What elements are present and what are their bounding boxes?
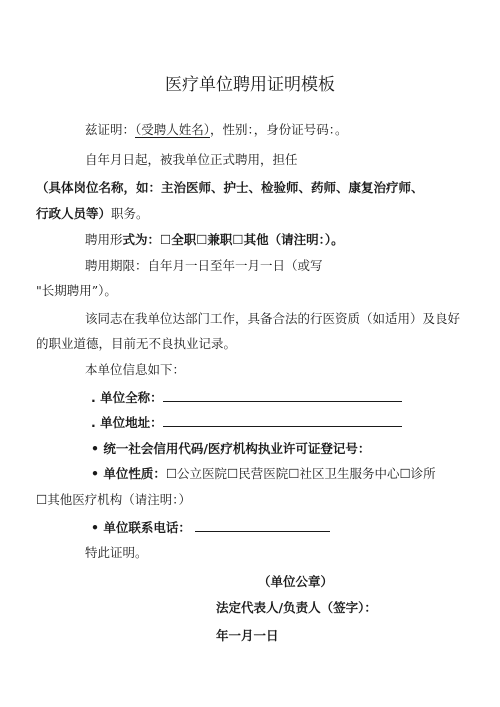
conduct-line: 的职业道德，目前无不良执业记录。 — [36, 336, 237, 351]
certify-prefix: 兹证明： — [85, 122, 136, 137]
position-examples-end: 行政人员等） — [36, 206, 112, 221]
unit-phone-blank[interactable] — [195, 519, 330, 532]
position-duty-line — [36, 206, 149, 222]
unit-address-label: . 单位地址： — [91, 415, 163, 430]
unit-nature-line — [91, 466, 436, 482]
gender-id-text: ，性别：，身份证号码：。 — [210, 122, 348, 137]
unit-address-row — [91, 414, 402, 431]
unit-phone-label: • 单位联系电话： — [91, 520, 191, 535]
closing-line: 特此证明。 — [85, 545, 148, 560]
employment-form-label: 聘用形 — [85, 232, 123, 247]
position-examples-line: （具体岗位名称，如：主治医师、护士、检验师、药师、康复治疗师、 — [36, 180, 424, 195]
unit-nature-label: • 单位性质： — [91, 466, 166, 481]
employment-term-line: 聘用期限：自年月一日至年一月一日（或写 — [85, 258, 323, 273]
unit-info-heading: 本单位信息如下： — [85, 362, 186, 377]
unit-fullname-blank[interactable] — [163, 389, 402, 402]
employee-name-placeholder: （受聘人姓名） — [135, 122, 211, 137]
employment-form-options: 式为：☐全职☐兼职☐其他（请注明：）。 — [122, 232, 344, 247]
unit-phone-row — [91, 519, 330, 536]
long-term-line: "长期聘用”）。 — [36, 283, 117, 298]
representative-signature-line: 法定代表人/负责人（签字）： — [216, 600, 377, 615]
unit-nature-options: ☐公立医院☐民营医院☐社区卫生服务中心☐诊所 — [165, 466, 436, 481]
employment-form-line — [85, 232, 344, 248]
signature-date: 年一月一日 — [216, 628, 279, 643]
document-title: 医疗单位聘用证明模板 — [165, 75, 335, 95]
certify-line — [85, 122, 348, 138]
unit-fullname-row — [91, 389, 402, 406]
unit-seal: （单位公章） — [258, 574, 334, 589]
duty-text: 职务。 — [111, 206, 149, 221]
unit-address-blank[interactable] — [163, 414, 402, 427]
unit-fullname-label: . 单位全称： — [91, 390, 163, 405]
qualification-line: 该同志在我单位达部门工作，具备合法的行医资质（如适用）及良好 — [85, 311, 461, 326]
credit-code-line: • 统一社会信用代码/医疗机构执业许可证登记号： — [91, 441, 371, 456]
employment-start-line: 自年月日起，被我单位正式聘用，担任 — [85, 152, 298, 167]
other-institution-line: ☐其他医疗机构（请注明：） — [36, 492, 191, 507]
